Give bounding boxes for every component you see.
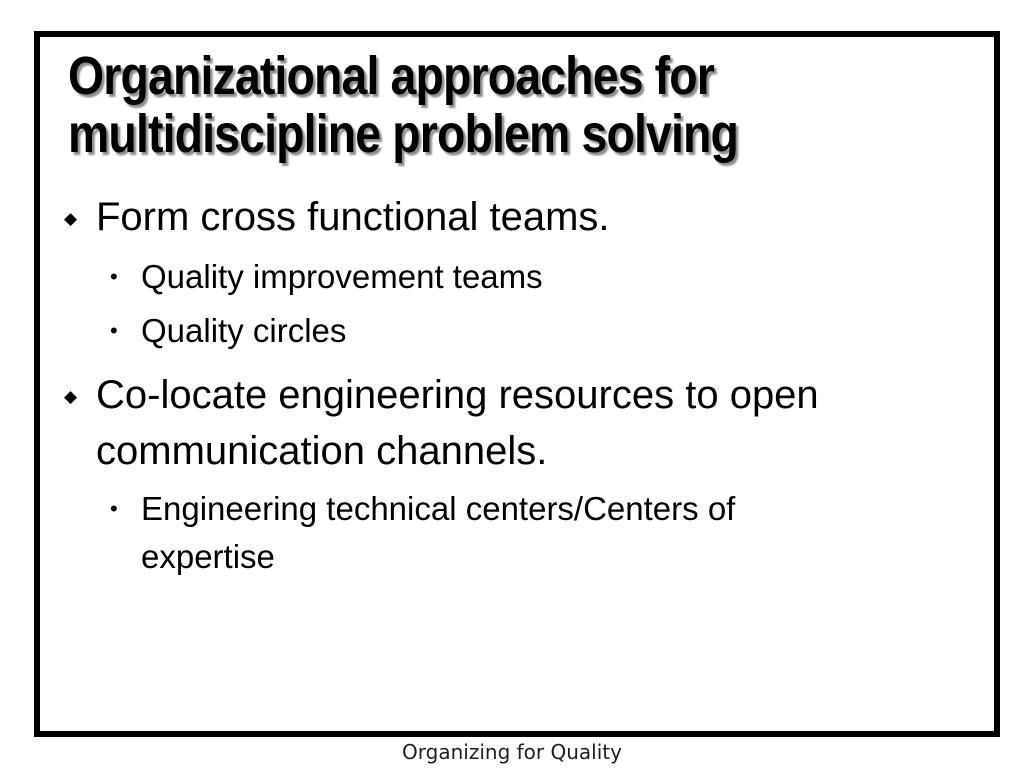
dot-bullet-icon: • bbox=[110, 264, 118, 289]
sub-bullet-item bbox=[40, 253, 980, 301]
diamond-bullet-icon: ◆ bbox=[64, 387, 78, 406]
sub-bullet-text: Quality improvement teams bbox=[141, 258, 543, 295]
dot-bullet-icon: • bbox=[110, 318, 118, 343]
sub-bullet-item bbox=[40, 307, 980, 355]
dot-bullet-icon: • bbox=[110, 496, 118, 521]
slide-title-line-2: multidiscipline problem solving bbox=[68, 104, 739, 164]
bullet-text-line-1: Co-locate engineering resources to open bbox=[96, 373, 819, 417]
slide-frame bbox=[34, 31, 1000, 737]
slide-body bbox=[40, 189, 980, 581]
diamond-bullet-icon: ◆ bbox=[64, 209, 78, 228]
bullet-text-line-2: communication channels. bbox=[96, 429, 548, 473]
sub-bullet-text-line-2: expertise bbox=[141, 538, 275, 575]
sub-bullet-text: Quality circles bbox=[141, 312, 347, 349]
slide-footer: Organizing for Quality bbox=[402, 740, 622, 764]
slide-title-line-1: Organizational approaches for bbox=[68, 46, 714, 106]
slide-title bbox=[68, 47, 738, 163]
sub-bullet-text-line-1: Engineering technical centers/Centers of bbox=[141, 490, 736, 527]
bullet-text: Form cross functional teams. bbox=[96, 195, 610, 239]
bullet-item bbox=[40, 189, 980, 245]
bullet-item bbox=[40, 367, 980, 479]
sub-bullet-item bbox=[40, 485, 980, 581]
